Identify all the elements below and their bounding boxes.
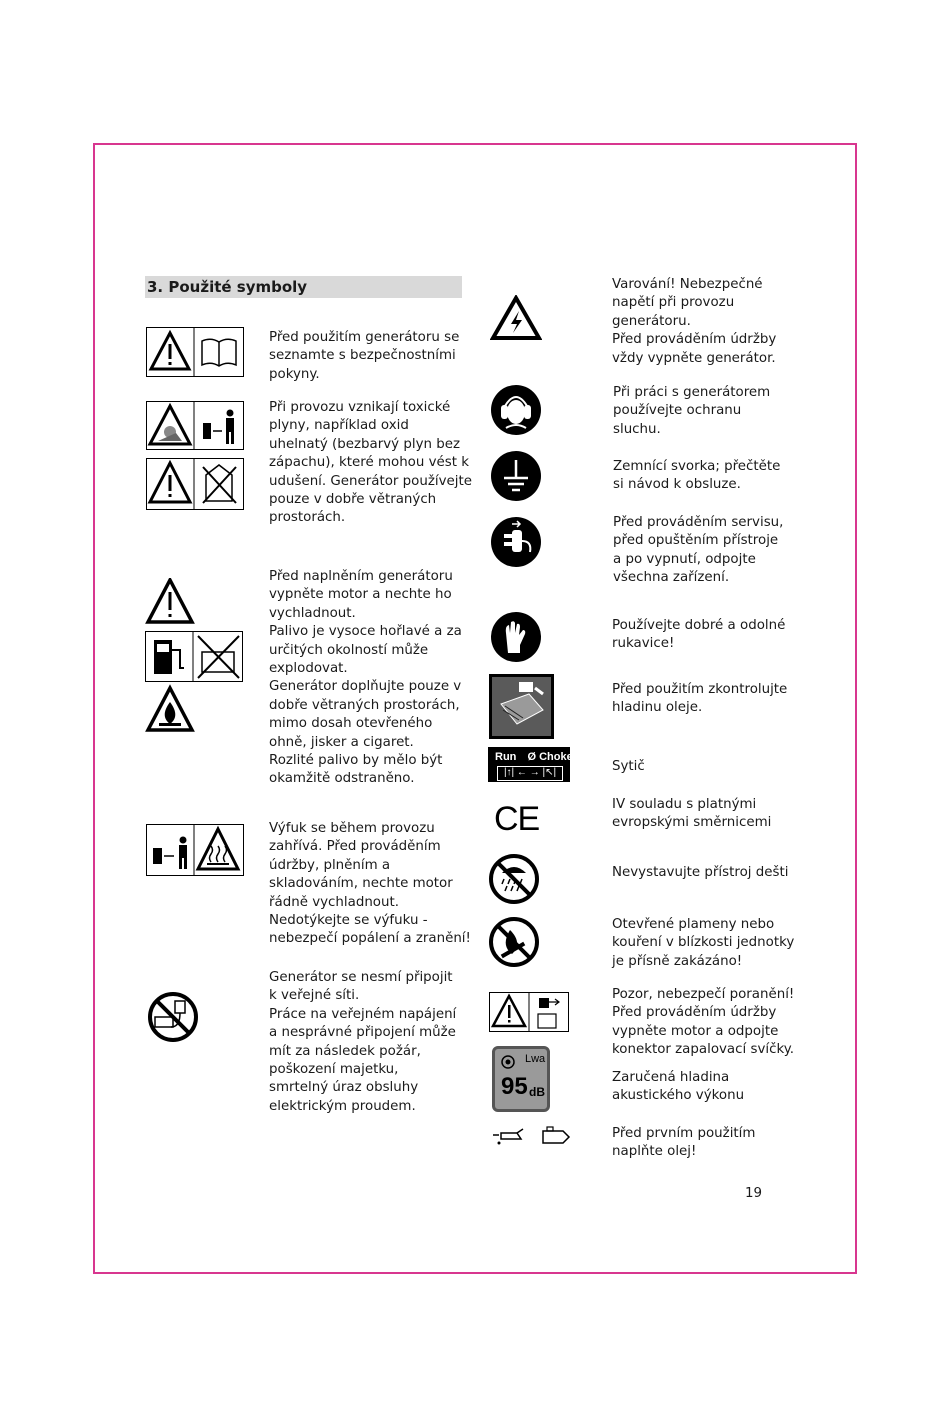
right-text-2: Při práci s generátorem používejte ochranu sluchu. [613, 385, 771, 437]
left-text-3: Před naplněním generátoru vypněte motor a nechte ho vychladnout. Palivo je vysoce hořlavé a za určitých okolností může explodovat. Generátor doplňujte pouze v dobře větraných prostorách, mimo dosah otevřeného ohně, jisker a cigaret. Rozlité palivo by mělo být okamžitě odstraněno. [269, 569, 462, 787]
section-heading: 3. Použité symboly [145, 276, 462, 298]
right-text-10: Otevřené plameny nebo kouření v blízkosti jednotky je přísně zakázáno! [612, 917, 795, 969]
no-fire-smoking-icon [488, 916, 540, 968]
choke-scale: |↑| ← → |↖| [497, 766, 563, 781]
oil-fill-icon [489, 1125, 573, 1149]
right-text-1: Varování! Nebezpečné napětí při provozu generátoru. Před prováděním údržby vždy vypněte generátor. [612, 277, 777, 366]
no-grid-connection-icon [147, 991, 199, 1043]
sound-value-label: 95 [501, 1073, 528, 1100]
sound-lwa-label: Lwa [525, 1053, 546, 1065]
toxic-gas-ventilation-icon [146, 401, 244, 513]
right-text-5: Používejte dobré a odolné rukavice! [612, 618, 786, 652]
hot-surface-icon [146, 824, 244, 876]
electric-hazard-icon [490, 295, 542, 341]
unplug-icon [490, 516, 542, 568]
right-text-7: Sytič [612, 759, 645, 774]
right-text-13: Před prvním použitím naplňte olej! [612, 1126, 756, 1160]
right-text-4: Před prováděním servisu, před opuštěním přístroje a po vypnutí, odpojte všechna zařízení. [613, 515, 784, 586]
choke-run-label: Run [495, 751, 517, 763]
oil-level-icon [489, 674, 554, 739]
left-text-5: Generátor se nesmí připojit k veřejné síti. Práce na veřejném napájení a nesprávné připojení může mít za následek požár, poškození majetku, smrtelný úraz obsluhy elektrickým proudem. [269, 970, 457, 1114]
spark-plug-warning-icon [489, 992, 569, 1032]
right-text-3: Zemnící svorka; přečtěte si návod k obsluze. [613, 459, 781, 493]
left-text-1: Před použitím generátoru se seznamte s bezpečnostními pokyny. [269, 330, 460, 382]
ear-protection-icon [490, 384, 542, 436]
right-text-9: Nevystavujte přístroj dešti [612, 865, 789, 880]
choke-icon [488, 747, 573, 782]
gloves-icon [490, 611, 542, 663]
right-text-8: IV souladu s platnými evropskými směrnicemi [612, 797, 772, 831]
page-number: 19 [745, 1186, 763, 1201]
ground-terminal-icon [490, 450, 542, 502]
sound-unit-label: dB [529, 1085, 545, 1099]
left-text-2: Při provozu vznikají toxické plyny, například oxid uhelnatý (bezbarvý plyn bez zápachu), které mohou vést k udušení. Generátor používejte pouze v dobře větraných prostorách. [269, 400, 472, 526]
sound-level-icon [492, 1046, 550, 1112]
left-text-4: Výfuk se během provozu zahřívá. Před prováděním údržby, plněním a skladováním, nechte motor řádně vychladnout. Nedotýkejte se výfuku - nebezpečí popálení a zranění! [269, 821, 471, 947]
warning-read-manual-icon [146, 327, 244, 377]
right-text-6: Před použitím zkontrolujte hladinu oleje. [612, 682, 788, 716]
no-rain-icon [488, 853, 540, 905]
choke-symbol-label: Ø [527, 751, 537, 763]
choke-choke-label: Choke [539, 751, 573, 763]
ce-mark-icon: CE [494, 800, 540, 838]
right-text-12: Zaručená hladina akustického výkonu [612, 1070, 745, 1104]
fuel-fire-warning-icon [144, 578, 244, 736]
right-text-11: Pozor, nebezpečí poranění! Před prováděním údržby vypněte motor a odpojte konektor zapalovací svíčky. [612, 987, 795, 1058]
